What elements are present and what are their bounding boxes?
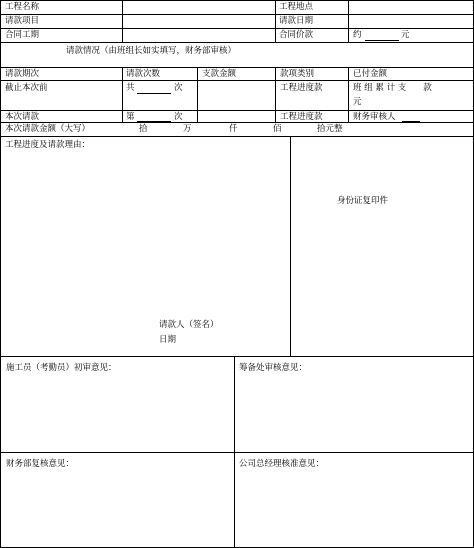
contract-price-prefix: 约 [353,30,362,40]
finance-opinion-field[interactable] [2,472,232,546]
row-current-count-blank[interactable] [137,121,171,122]
signer-label: 请款人（签名） [159,320,219,330]
row-current-count-prefix: 第 [126,112,135,122]
project-name-field[interactable] [124,1,274,14]
auditor-label: 财务审核人 [353,112,396,122]
row-before-amount-field[interactable] [199,81,274,110]
rule [275,0,276,42]
amount-unit-bai: 佰 [273,124,282,134]
reason-field[interactable] [2,152,288,317]
id-copy-label: 身份证复印件 [337,196,389,206]
header-count: 请款次数 [126,69,161,79]
row-before-category: 工程进度款 [280,83,323,93]
auditor-blank[interactable] [402,121,420,122]
rule [348,67,349,122]
foreman-opinion-label: 施工员（考勤员）初审意见： [6,363,117,373]
rule [0,356,474,357]
project-location-label: 工程地点 [279,2,314,12]
amount-unit-wan: 万 [183,124,192,134]
project-location-field[interactable] [350,1,472,14]
id-copy-area[interactable] [292,138,472,355]
row-current-amount-field[interactable] [199,111,274,122]
header-paid: 已付金额 [353,69,388,79]
row-before-count-blank[interactable] [137,93,171,94]
amount-unit-shi: 拾 [139,124,148,134]
request-date-label: 请款日期 [279,16,314,26]
section-title: 请款情况（由班组长如实填写，财务部审核） [66,46,237,56]
request-date-field[interactable] [350,15,472,28]
row-before-label: 截止本次前 [5,83,48,93]
rule [348,0,349,42]
header-category: 款项类别 [280,69,315,79]
rule [122,67,123,122]
row-before-paid-line1: 班 组 累 计 支 款 [353,83,432,93]
foreman-opinion-field[interactable] [2,376,232,451]
amount-unit-qian: 仟 [229,124,238,134]
finance-opinion-label: 财务部复核意见： [6,459,75,469]
rule [275,67,276,122]
rule [290,136,291,356]
header-period: 请款期次 [5,69,40,79]
rule [234,356,235,548]
reason-label: 工程进度及请款理由： [5,140,91,150]
contract-period-label: 合同工期 [5,30,40,40]
contract-period-field[interactable] [124,29,274,42]
border-left [0,0,1,548]
general-manager-opinion-field[interactable] [236,472,472,546]
rule [0,452,474,453]
rule [197,67,198,122]
row-current-category: 工程进度款 [280,112,323,122]
rule [122,0,123,42]
contract-price-unit: 元 [401,30,410,40]
row-before-count-prefix: 共 [126,83,135,93]
rule [0,42,474,43]
header-amount: 支款金额 [202,69,237,79]
row-current-label: 本次请款 [5,112,40,122]
row-current-count-suffix: 次 [174,112,183,122]
contract-price-label: 合同价款 [279,30,314,40]
preparation-opinion-field[interactable] [236,376,472,451]
sign-date-label: 日期 [159,335,177,345]
general-manager-opinion-label: 公司总经理核准意见： [239,459,325,469]
request-item-field[interactable] [124,15,274,28]
rule [0,122,474,123]
contract-price-blank[interactable] [365,40,399,41]
rule [0,136,474,137]
amount-label: 本次请款金额（大写） [5,124,91,134]
project-name-label: 工程名称 [5,2,40,12]
preparation-opinion-label: 筹备处审核意见： [239,363,308,373]
row-before-paid-line2: 元 [353,97,362,107]
rule [0,67,474,68]
amount-unit-yuan: 拾元整 [317,124,343,134]
row-before-count-suffix: 次 [174,83,183,93]
request-item-label: 请款项目 [5,16,40,26]
